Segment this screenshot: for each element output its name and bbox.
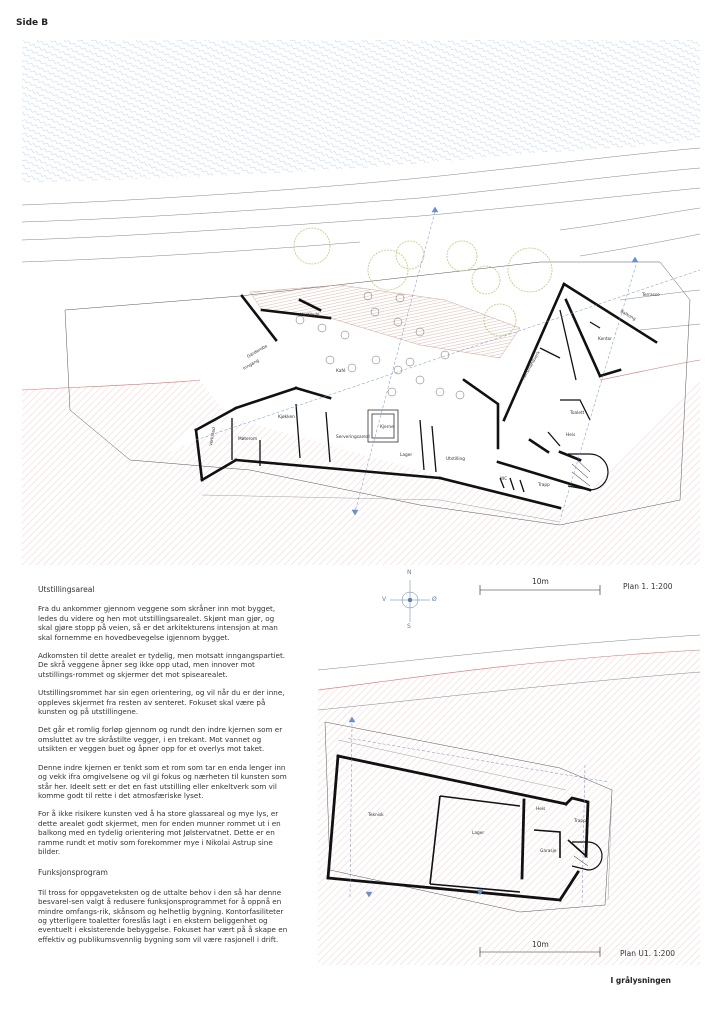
- svg-text:Trapp: Trapp: [574, 819, 586, 824]
- compass-north-label: N: [407, 569, 412, 576]
- svg-text:Garasje: Garasje: [540, 849, 557, 854]
- paragraph-6: For å ikke risikere kunsten ved å ha store glassareal og mye lys, er dette arealet godt skjermet, men for enden munner rommet ut i en balkong med en tydelig orientering mot Jølstervatnet. Dette er en ramme rundt et motiv som forekommer mye i Nikolai Astrup sine bilder.: [38, 809, 281, 856]
- plan1-scale-bar-label: 10m: [532, 577, 549, 586]
- project-title-footer: I grålysningen: [610, 976, 671, 985]
- terrain-planu1: [318, 635, 700, 965]
- svg-text:Kjøkken: Kjøkken: [278, 415, 295, 420]
- deck: [250, 285, 520, 358]
- svg-text:Kafé: Kafé: [336, 369, 346, 374]
- svg-text:Verksted: Verksted: [209, 426, 218, 447]
- svg-text:Terrasse: Terrasse: [642, 293, 660, 298]
- plan1-scale-label: Plan 1. 1:200: [623, 582, 673, 591]
- svg-text:Utstilling: Utstilling: [446, 457, 465, 462]
- planu1-scale-label: Plan U1. 1:200: [620, 949, 675, 958]
- svg-text:Møterom: Møterom: [238, 437, 258, 442]
- compass: [390, 580, 430, 622]
- page-label: Side B: [16, 18, 49, 28]
- svg-text:Serveringsareal: Serveringsareal: [336, 435, 370, 440]
- section-heading-utstillingsareal: Utstillingsareal: [38, 585, 95, 594]
- svg-text:WC: WC: [500, 477, 508, 482]
- svg-text:Kjerne: Kjerne: [380, 425, 394, 430]
- paragraph-5: Denne indre kjernen er tenkt som et rom som tar en enda lenger inn og vekk ifra omgivelsene og vil gi fokus og nærheten til kunsten som står her. Ideelt sett er det en fast utstilling eller enkeltverk som vil komme godt til rette i det atmosfæriske lyset.: [38, 762, 287, 800]
- compass-west-label: V: [382, 596, 387, 603]
- svg-text:Trapp: Trapp: [538, 483, 550, 488]
- compass-east-label: Ø: [432, 596, 437, 603]
- paragraph-3: Utstillingsrommet har sin egen orientering, og vil når du er der inne, oppleves skjermet fra resten av senteret. Fokuset skal være på kunsten og på utstillingene.: [38, 688, 285, 717]
- svg-text:Balkong: Balkong: [619, 309, 637, 323]
- paragraph-2: Adkomsten til dette arealet er tydelig, men motsatt inngangspartiet. De skrå veggene åpner seg ikke opp utad, men innover mot utstillings-rommet og skjermer det mot spisearealet.: [38, 651, 286, 679]
- planu1-scale-bar-label: 10m: [532, 940, 549, 949]
- svg-text:Toalett: Toalett: [570, 411, 585, 416]
- compass-south-label: S: [407, 623, 411, 630]
- svg-text:Heis: Heis: [566, 433, 576, 438]
- svg-text:Inngang: Inngang: [242, 358, 261, 372]
- paragraph-1: Fra du ankommer gjennom veggene som skråner inn mot bygget, ledes du videre og hen mot utstillingsarealet. Skjønt man gjør, og skal gjøre stopp på veien, så er det arkitekturens intensjon at man skal fornemme en hovedbevegelse igjennom bygget.: [38, 604, 278, 642]
- svg-text:Kontor: Kontor: [598, 337, 613, 342]
- paragraph-4: Det går et romlig forløp gjennom og rundt den indre kjernen som er omsluttet av tre skråstilte vegger, i en trekant. Mot vannet og utsikten er veggen buet og åpner opp for et overlys mot taket.: [38, 725, 283, 754]
- scale-bar-plan1: [480, 585, 600, 595]
- paragraph-7: Til tross for oppgaveteksten og de uttalte behov i den så har denne besvarel-sen valgt å redusere funksjonsprogrammet for å oppnå en mindre omfangs-rik, skånsom og helhetlig bygning. Kontorfasiliteter og ytterligere toaletter foreslås lagt i en ekstern beliggenhet og eventuelt i eksisterende bebyggelse. Fokuset har vært på å skape en effektiv og publikumsvennlig bygning som vil være rasjonell i drift.: [38, 887, 288, 944]
- svg-text:Lager: Lager: [400, 453, 413, 458]
- section-heading-funksjonsprogram: Funksjonsprogram: [38, 868, 108, 878]
- svg-text:Garderobe: Garderobe: [246, 344, 269, 360]
- text-column: [38, 585, 290, 953]
- svg-text:Vestibyle: Vestibyle: [300, 313, 320, 318]
- svg-text:Lager: Lager: [472, 831, 485, 836]
- svg-text:Teknisk: Teknisk: [368, 813, 384, 818]
- lake-area: [22, 40, 700, 182]
- svg-text:Heis: Heis: [536, 807, 546, 812]
- svg-text:Kunsthåndverk: Kunsthåndverk: [521, 350, 542, 381]
